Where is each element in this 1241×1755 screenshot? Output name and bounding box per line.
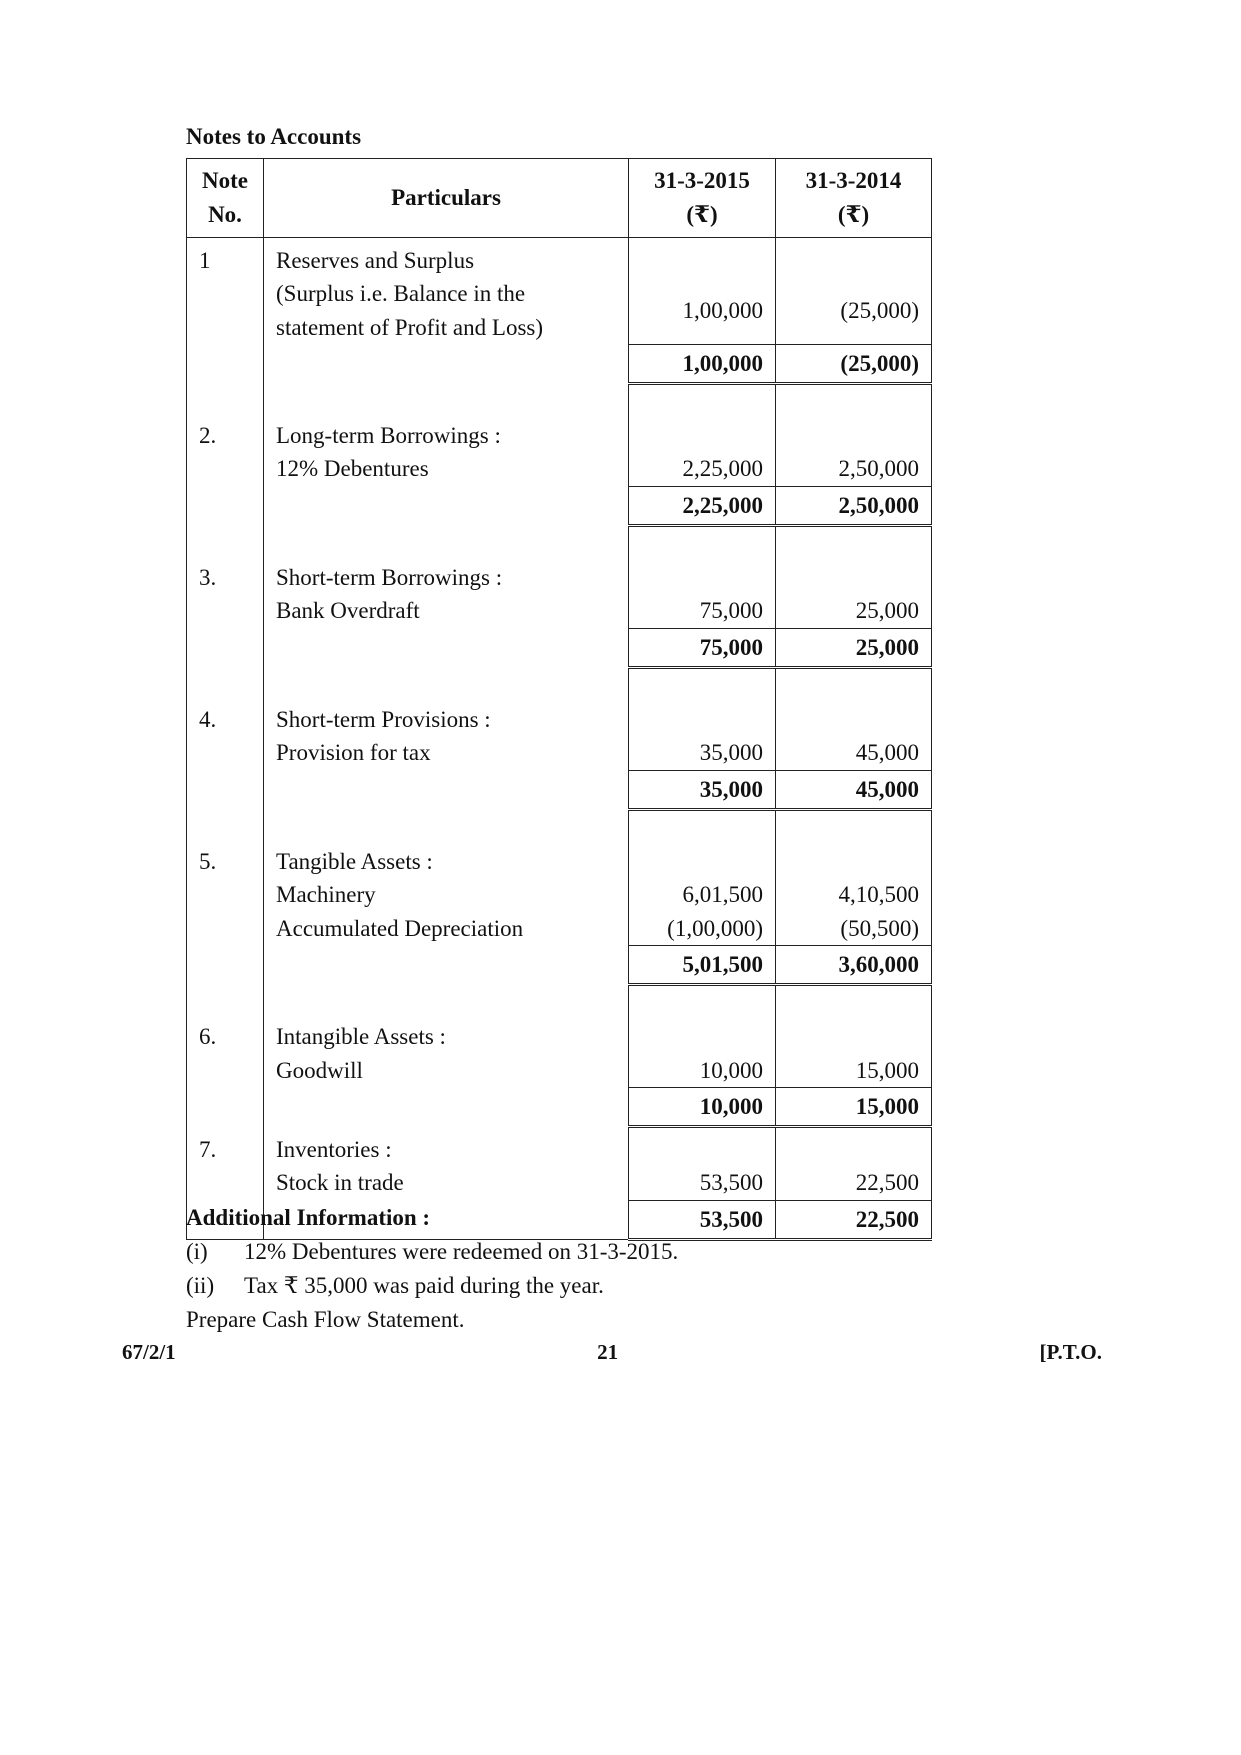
total-2014: 15,000 [776,1088,932,1127]
amount-2015-cell [629,561,776,594]
note-total-row [187,770,932,809]
note-title: Inventories : [264,1127,629,1166]
total-2015: 5,01,500 [629,946,776,985]
note-number: 4. [187,703,264,736]
page-footer [122,1340,1102,1365]
amount-2015-cell [629,1020,776,1053]
amount-2014: 22,500 [776,1166,932,1200]
amount-2015-cell [629,383,776,419]
note-title: Short-term Provisions : [264,703,629,736]
amount-2015-cell [629,809,776,845]
note-total-row [187,946,932,985]
amount-2015-cell [629,985,776,1021]
note-number: 6. [187,1020,264,1053]
item-label-line: Provision for tax [276,740,431,766]
amount-2014-cell [776,667,932,703]
item-label [264,878,629,911]
note-title-row [187,845,932,878]
note-item-row [187,912,932,946]
total-2014: (25,000) [776,344,932,383]
total-2014: 45,000 [776,770,932,809]
note-number-cell [187,878,264,911]
spacer-row [187,667,932,703]
total-2014: 3,60,000 [776,946,932,985]
amount-2015: 2,25,000 [629,452,776,486]
header-year-2014: 31-3-2014 (₹) [776,159,932,238]
particulars-cell [264,667,629,703]
page-number: 21 [597,1340,619,1364]
total-2015: 1,00,000 [629,344,776,383]
item-label-line: Accumulated Depreciation [276,915,524,941]
particulars-cell [264,628,629,667]
note-number-cell [187,452,264,486]
particulars-cell [264,486,629,525]
note-item-row [187,878,932,911]
amount-2015-cell [629,703,776,736]
amount-2014-cell [776,238,932,278]
spacer-row [187,809,932,845]
amount-2014: 4,10,500 [776,878,932,911]
note-number-cell [187,912,264,946]
note-number: 5. [187,845,264,878]
amount-2014-cell [776,1127,932,1166]
note-number: 7. [187,1127,264,1166]
note-title-row [187,703,932,736]
note-item-row [187,1166,932,1200]
header-particulars: Particulars [264,159,629,238]
total-2015: 2,25,000 [629,486,776,525]
particulars-cell [264,1088,629,1127]
note-number-cell [187,736,264,770]
additional-information [186,1205,1086,1356]
amount-2015-cell [629,419,776,452]
item-label-line: Stock in trade [276,1170,404,1196]
note-number-cell [187,344,264,383]
amount-2014-cell [776,525,932,561]
note-total-row [187,344,932,383]
note-number-cell [187,985,264,1021]
total-2015: 10,000 [629,1088,776,1127]
particulars-cell [264,525,629,561]
additional-item [186,1273,1086,1299]
amount-2015: 75,000 [629,594,776,628]
amount-2014-cell [776,703,932,736]
header-year-2015: 31-3-2015 (₹) [629,159,776,238]
section-heading: Notes to Accounts [186,124,362,149]
item-label [264,594,629,628]
particulars-cell [264,946,629,985]
item-label [264,1054,629,1088]
total-2014: 2,50,000 [776,486,932,525]
item-text: Tax ₹ 35,000 was paid during the year. [244,1273,604,1298]
note-title-row [187,1127,932,1166]
particulars-cell [264,809,629,845]
additional-title: Additional Information : [186,1205,431,1230]
amount-2015-cell [629,667,776,703]
pto-label: [P.T.O. [1039,1340,1102,1364]
paper-code: 67/2/1 [122,1340,176,1364]
item-label-line: statement of Profit and Loss) [276,314,544,340]
item-label [264,277,629,344]
amount-2015-cell [629,845,776,878]
note-number-cell [187,946,264,985]
note-title: Intangible Assets : [264,1020,629,1053]
note-title-row [187,419,932,452]
amount-2015: (1,00,000) [629,912,776,946]
note-item-row [187,452,932,486]
amount-2015: 53,500 [629,1166,776,1200]
amount-2014: 45,000 [776,736,932,770]
note-number: 2. [187,419,264,452]
note-title: Reserves and Surplus [264,238,629,278]
amount-2014-cell [776,845,932,878]
item-label-line: (Surplus i.e. Balance in the [276,281,526,307]
amount-2014: 25,000 [776,594,932,628]
particulars-cell [264,344,629,383]
particulars-cell [264,383,629,419]
amount-2014: (25,000) [776,277,932,344]
note-number: 1 [187,238,264,278]
amount-2015-cell [629,525,776,561]
header-row [187,159,932,238]
note-title: Tangible Assets : [264,845,629,878]
note-item-row [187,594,932,628]
item-label-line: Goodwill [276,1057,363,1083]
total-2015: 35,000 [629,770,776,809]
amount-2015: 10,000 [629,1054,776,1088]
notes-body [187,238,932,1240]
total-2014: 25,000 [776,628,932,667]
total-2015: 53,500 [629,1200,776,1239]
item-number: (i) [186,1239,208,1264]
notes-table [186,158,932,1241]
note-number-cell [187,277,264,344]
note-number-cell [187,594,264,628]
amount-2014-cell [776,383,932,419]
item-label [264,1166,629,1200]
additional-item [186,1239,1086,1265]
note-number-cell [187,667,264,703]
note-number-cell [187,1166,264,1200]
total-2014: 22,500 [776,1200,932,1239]
note-number-cell [187,1054,264,1088]
item-number: (ii) [186,1273,215,1298]
note-number-cell [187,628,264,667]
note-number-cell [187,525,264,561]
spacer-row [187,525,932,561]
item-label-line: 12% Debentures [276,456,429,482]
amount-2014: (50,500) [776,912,932,946]
note-title-row [187,238,932,278]
note-total-row [187,1088,932,1127]
total-2015: 75,000 [629,628,776,667]
amount-2015: 35,000 [629,736,776,770]
amount-2015: 1,00,000 [629,277,776,344]
instruction-text: Prepare Cash Flow Statement. [186,1307,465,1332]
amount-2014-cell [776,809,932,845]
note-number-cell [187,486,264,525]
particulars-cell [264,770,629,809]
note-number-cell [187,770,264,809]
amount-2015-cell [629,1127,776,1166]
note-number-cell [187,383,264,419]
amount-2014: 2,50,000 [776,452,932,486]
note-number-cell [187,1088,264,1127]
note-total-row [187,628,932,667]
item-label [264,736,629,770]
note-number: 3. [187,561,264,594]
amount-2014-cell [776,419,932,452]
note-title-row [187,561,932,594]
spacer-row [187,985,932,1021]
item-label-line: Bank Overdraft [276,598,420,624]
amount-2014-cell [776,1020,932,1053]
amount-2015: 6,01,500 [629,878,776,911]
amount-2014: 15,000 [776,1054,932,1088]
note-total-row [187,486,932,525]
item-label [264,452,629,486]
note-number-cell [187,809,264,845]
note-item-row [187,1054,932,1088]
note-title: Short-term Borrowings : [264,561,629,594]
note-title: Long-term Borrowings : [264,419,629,452]
note-title-row [187,1020,932,1053]
spacer-row [187,383,932,419]
amount-2015-cell [629,238,776,278]
amount-2014-cell [776,561,932,594]
item-label [264,912,629,946]
amount-2014-cell [776,985,932,1021]
note-item-row [187,277,932,344]
particulars-cell [264,985,629,1021]
item-label-line: Machinery [276,882,376,908]
item-text: 12% Debentures were redeemed on 31-3-2015. [244,1239,679,1264]
header-note-no: Note No. [187,159,264,238]
note-item-row [187,736,932,770]
